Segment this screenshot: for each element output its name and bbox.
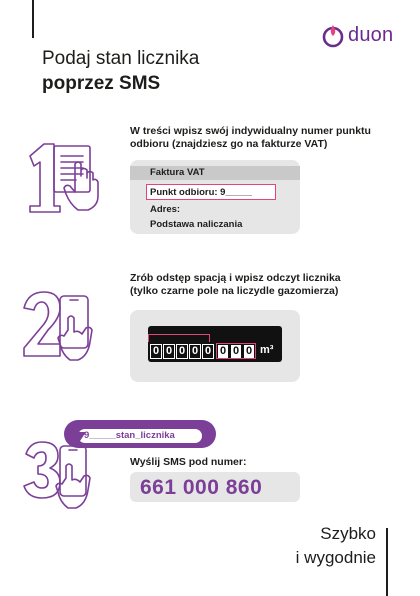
invoice-card xyxy=(130,160,300,234)
meter-digit: 0 xyxy=(189,344,201,359)
step3-phone-hand-icon xyxy=(20,432,130,512)
step2-instruction-line2: (tylko czarne pole na liczydle gazomierza) xyxy=(130,285,339,297)
duon-logo xyxy=(322,22,393,48)
bottom-divider-line xyxy=(386,528,388,596)
slogan-line2: i wygodnie xyxy=(295,548,376,567)
page-title-line1: Podaj stan licznika xyxy=(42,48,200,69)
step1-invoice-hand-icon xyxy=(20,138,130,218)
flame-icon xyxy=(322,22,344,48)
step1-instruction-line2: odbioru (znajdziesz go na fakturze VAT) xyxy=(130,138,328,150)
page-title-line2: poprzez SMS xyxy=(42,73,161,94)
slogan-line1: Szybko xyxy=(320,524,376,543)
sms-number-box xyxy=(130,472,300,502)
meter-decimal-digit: 0 xyxy=(243,344,255,359)
invoice-header: Faktura VAT xyxy=(150,167,205,178)
sms-phone-number: 661 000 860 xyxy=(140,476,263,499)
step1-instruction xyxy=(130,125,371,151)
meter-digit: 0 xyxy=(202,344,214,359)
meter-unit: m³ xyxy=(260,344,274,356)
invoice-billing-label: Podstawa naliczania xyxy=(150,219,243,230)
meter-decimal-digit: 0 xyxy=(230,344,242,359)
meter-digit: 0 xyxy=(176,344,188,359)
meter-decimal-highlight xyxy=(216,343,256,359)
meter-digit: 0 xyxy=(150,344,162,359)
invoice-point-label: Punkt odbioru: 9_____ xyxy=(150,187,252,198)
step1-instruction-line1: W treści wpisz swój indywidualny numer punktu xyxy=(130,125,371,137)
meter-decimal-digit: 0 xyxy=(217,344,229,359)
top-divider-line xyxy=(32,0,34,38)
meter-reading-bracket xyxy=(148,334,210,342)
meter-digit: 0 xyxy=(163,344,175,359)
invoice-address-label: Adres: xyxy=(150,204,181,215)
step2-phone-hand-icon xyxy=(20,286,130,366)
send-sms-label: Wyślij SMS pod numer: xyxy=(130,456,247,468)
step2-instruction xyxy=(130,272,341,298)
sms-example-text: 9_____stan_licznika xyxy=(78,429,202,443)
brand-name: duon xyxy=(348,23,394,46)
step2-instruction-line1: Zrób odstęp spacją i wpisz odczyt licznika xyxy=(130,272,341,284)
